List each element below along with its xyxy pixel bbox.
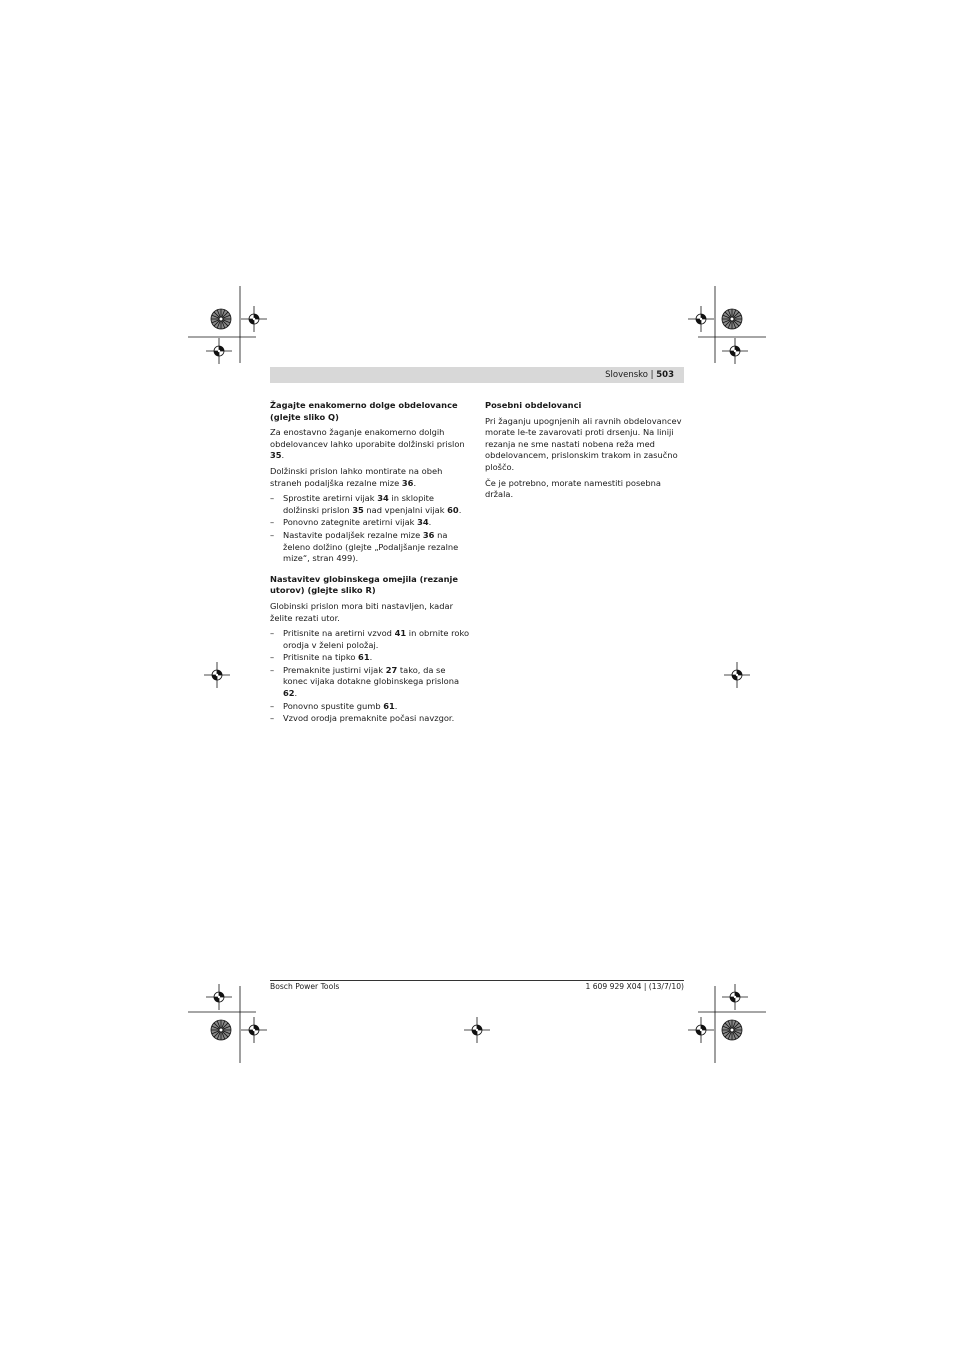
section-equal-length-workpieces (270, 400, 470, 565)
section-depth-stop (270, 574, 470, 725)
target-center (700, 318, 702, 320)
paragraph: Za enostavno žaganje enakomerno dolgih obdelovancev lahko uporabite dolžinski prislon 35. (270, 427, 465, 461)
paragraph: Dolžinski prislon lahko montirate na obeh straneh podaljška rezalne mize 36. (270, 465, 443, 488)
footer-publisher: Bosch Power Tools (270, 982, 340, 991)
list-item: – Sprostite aretirni vijak 34 in sklopite dolžinski prislon 35 nad vpenjalni vijak 60. (270, 493, 470, 516)
target-center (476, 1029, 478, 1031)
star-center (731, 318, 734, 321)
list-item: – Pritisnite na tipko 61. (270, 652, 470, 664)
instruction-list (270, 628, 470, 725)
page-header-bar (270, 367, 684, 383)
target-center (700, 1029, 702, 1031)
page-number: 503 (656, 370, 674, 380)
footer-rule (270, 980, 684, 981)
star-center (220, 318, 223, 321)
target-center (218, 350, 220, 352)
header-separator: | (647, 370, 657, 380)
section-heading: Žagajte enakomerno dolge obdelovance (glejte sliko Q) (270, 400, 458, 422)
target-center (734, 996, 736, 998)
left-column (270, 400, 470, 734)
section-special-workpieces (485, 400, 685, 501)
target-center (734, 350, 736, 352)
target-center (736, 674, 738, 676)
footer-document-code: 1 609 929 X04 | (13/7/10) (585, 982, 684, 991)
star-center (220, 1029, 223, 1032)
list-item: – Premaknite justirni vijak 27 tako, da se konec vijaka dotakne globinskega prislona 62. (270, 665, 470, 700)
page-header (605, 369, 674, 381)
star-center (731, 1029, 734, 1032)
target-center (218, 996, 220, 998)
section-heading: Nastavitev globinskega omejila (rezanje utorov) (glejte sliko R) (270, 573, 458, 596)
target-center (216, 674, 218, 676)
target-center (253, 1029, 255, 1031)
list-item: – Nastavite podaljšek rezalne mize 36 na želeno dolžino (glejte „Podaljšanje rezalne mize“, stran 499). (270, 530, 470, 565)
instruction-list (270, 493, 470, 565)
right-column (485, 400, 685, 510)
list-item: – Pritisnite na aretirni vzvod 41 in obrnite roko orodja v želeni položaj. (270, 628, 470, 651)
section-heading: Posebni obdelovanci (485, 400, 582, 410)
paragraph: Če je potrebno, morate namestiti posebna držala. (485, 477, 662, 500)
header-language: Slovensko (605, 370, 648, 380)
target-center (253, 318, 255, 320)
list-item: – Ponovno spustite gumb 61. (270, 701, 470, 713)
list-item: – Ponovno zategnite aretirni vijak 34. (270, 517, 470, 529)
list-item: – Vzvod orodja premaknite počasi navzgor. (270, 713, 470, 725)
paragraph: Pri žaganju upognjenih ali ravnih obdelovancev morate le-te zavarovati proti drsenju. Na liniji rezanja ne sme nastati nobena reža med obdelovancem, prislonskim trakom in zasučno ploščo. (485, 415, 682, 472)
paragraph: Globinski prislon mora biti nastavljen, kadar želite rezati utor. (270, 600, 454, 623)
